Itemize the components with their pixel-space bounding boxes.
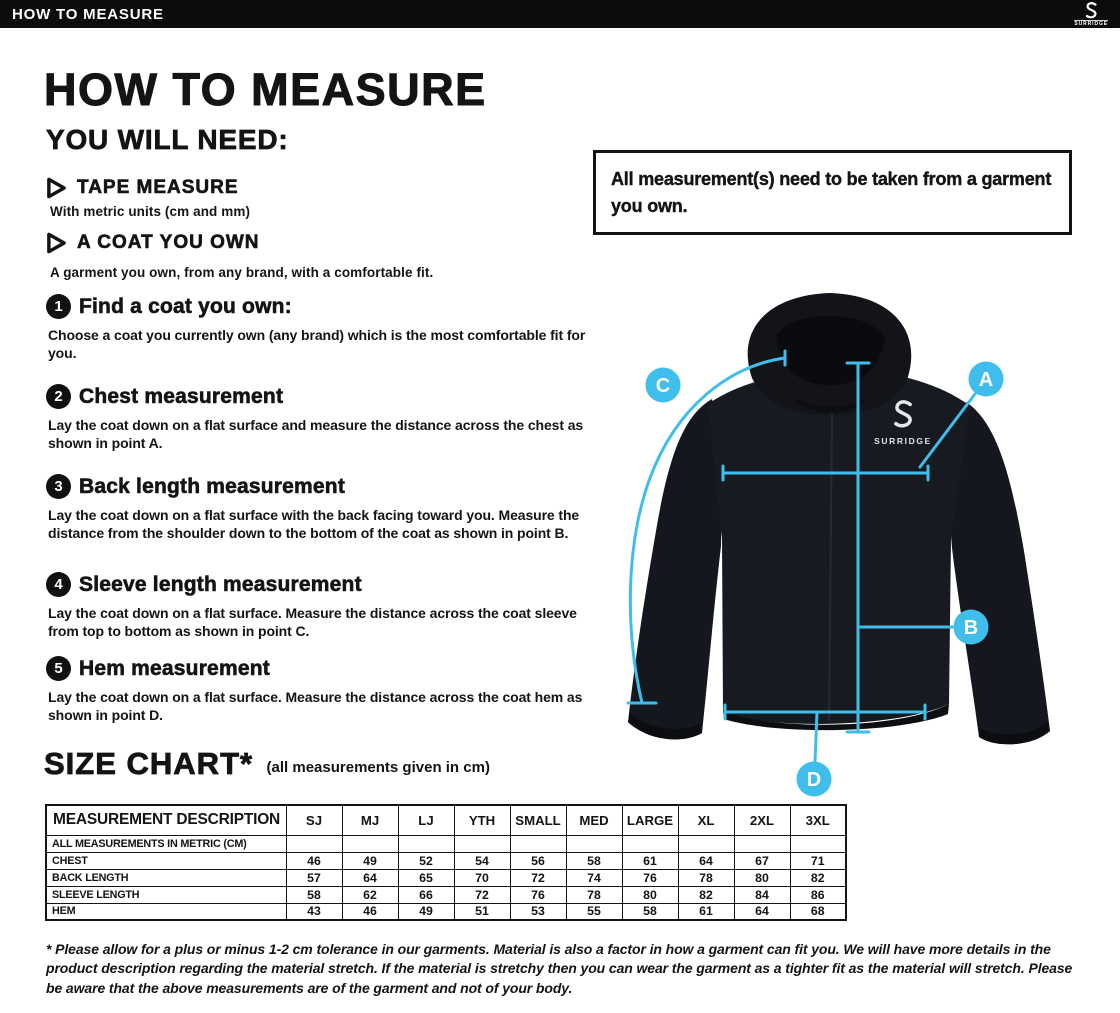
row-label: BACK LENGTH bbox=[46, 869, 286, 886]
row-label: SLEEVE LENGTH bbox=[46, 886, 286, 903]
step-number-badge: 4 bbox=[46, 572, 71, 597]
row-label: HEM bbox=[46, 903, 286, 920]
point-c-label: C bbox=[655, 375, 671, 397]
triangle-bullet-icon bbox=[46, 231, 67, 255]
step-5 bbox=[46, 656, 591, 725]
col-header: LARGE bbox=[622, 805, 678, 835]
step-4 bbox=[46, 572, 591, 641]
step-1 bbox=[46, 294, 591, 363]
jacket-illustration bbox=[628, 293, 1050, 744]
step-title: Back length measurement bbox=[79, 474, 346, 498]
step-number-badge: 5 bbox=[46, 656, 71, 681]
point-b-label: B bbox=[963, 617, 979, 639]
step-description: Lay the coat down on a flat surface with the back facing toward you. Measure the distance from the shoulder down to the bottom of the coat as shown in point B. bbox=[48, 507, 580, 542]
need-item-title: TAPE MEASURE bbox=[77, 177, 239, 198]
step-3 bbox=[46, 474, 591, 543]
step-title: Chest measurement bbox=[79, 384, 284, 408]
table-row: SLEEVE LENGTH 58 62 66 72 76 78 80 82 84 86 bbox=[46, 886, 846, 903]
point-d-marker bbox=[797, 762, 832, 797]
tolerance-footnote: * Please allow for a plus or minus 1-2 cm tolerance in our garments. Material is also a factor in how a garment can fit you. We will have more details in the product description regarding the material stretch. If the material is stretchy then you can wear the garment as a tighter fit as the material will stretch. Please be aware that the above measurements are of the garment and not of your body. bbox=[46, 941, 1073, 996]
table-row: CHEST 46 49 52 54 56 58 61 64 67 71 bbox=[46, 852, 846, 869]
triangle-bullet-icon bbox=[46, 176, 67, 200]
size-chart-title: SIZE CHART* bbox=[44, 746, 254, 781]
need-item-desc: A garment you own, from any brand, with a comfortable fit. bbox=[50, 265, 434, 280]
you-will-need-heading: YOU WILL NEED: bbox=[46, 124, 289, 155]
size-chart-table bbox=[45, 804, 847, 921]
table-metric-row bbox=[46, 835, 846, 852]
point-c-marker bbox=[646, 368, 681, 403]
measurement-notice-box: All measurement(s) need to be taken from a garment you own. bbox=[593, 150, 1072, 235]
table-row: BACK LENGTH 57 64 65 70 72 74 76 78 80 82 bbox=[46, 869, 846, 886]
step-description: Lay the coat down on a flat surface and measure the distance across the chest as shown in point A. bbox=[48, 417, 584, 452]
jacket-logo-wordmark: SURRIDGE bbox=[874, 436, 932, 446]
surridge-s-icon bbox=[1084, 2, 1099, 19]
step-title: Sleeve length measurement bbox=[79, 572, 362, 596]
size-chart-subtitle: (all measurements given in cm) bbox=[266, 759, 490, 776]
col-header: 3XL bbox=[790, 805, 846, 835]
step-number-badge: 3 bbox=[46, 474, 71, 499]
step-description: Lay the coat down on a flat surface. Measure the distance across the coat sleeve from top to bottom as shown in point C. bbox=[48, 605, 577, 640]
step-number-badge: 1 bbox=[46, 294, 71, 319]
metric-note: ALL MEASUREMENTS IN METRIC (CM) bbox=[46, 835, 286, 852]
col-header: MJ bbox=[342, 805, 398, 835]
need-item-tape-measure bbox=[46, 176, 250, 219]
top-bar bbox=[0, 0, 1120, 28]
step-title: Hem measurement bbox=[79, 656, 270, 680]
step-description: Lay the coat down on a flat surface. Measure the distance across the coat hem as shown in point D. bbox=[48, 689, 583, 724]
table-row: HEM 43 46 49 51 53 55 58 61 64 68 bbox=[46, 903, 846, 920]
col-header: LJ bbox=[398, 805, 454, 835]
size-chart-heading bbox=[44, 746, 490, 782]
step-description: Choose a coat you currently own (any brand) which is the most comfortable fit for you. bbox=[48, 327, 586, 362]
surridge-logo bbox=[1074, 2, 1108, 27]
page-title: HOW TO MEASURE bbox=[44, 64, 487, 115]
point-a-marker bbox=[969, 362, 1004, 397]
point-d-label: D bbox=[806, 769, 822, 791]
col-header: MEASUREMENT DESCRIPTION bbox=[46, 805, 286, 835]
need-item-coat bbox=[46, 231, 433, 280]
col-header: SMALL bbox=[510, 805, 566, 835]
step-2 bbox=[46, 384, 591, 453]
top-bar-title: HOW TO MEASURE bbox=[12, 5, 164, 23]
step-number-badge: 2 bbox=[46, 384, 71, 409]
point-a-label: A bbox=[978, 369, 994, 391]
point-b-marker bbox=[954, 610, 989, 645]
step-title: Find a coat you own: bbox=[79, 294, 292, 318]
col-header: YTH bbox=[454, 805, 510, 835]
need-item-title: A COAT YOU OWN bbox=[77, 232, 260, 253]
jacket-measurement-diagram bbox=[580, 276, 1100, 801]
col-header: MED bbox=[566, 805, 622, 835]
row-label: CHEST bbox=[46, 852, 286, 869]
surridge-wordmark: SURRIDGE bbox=[1074, 21, 1108, 27]
col-header: XL bbox=[678, 805, 734, 835]
need-item-desc: With metric units (cm and mm) bbox=[50, 204, 251, 219]
col-header: 2XL bbox=[734, 805, 790, 835]
table-header-row bbox=[46, 805, 846, 835]
col-header: SJ bbox=[286, 805, 342, 835]
